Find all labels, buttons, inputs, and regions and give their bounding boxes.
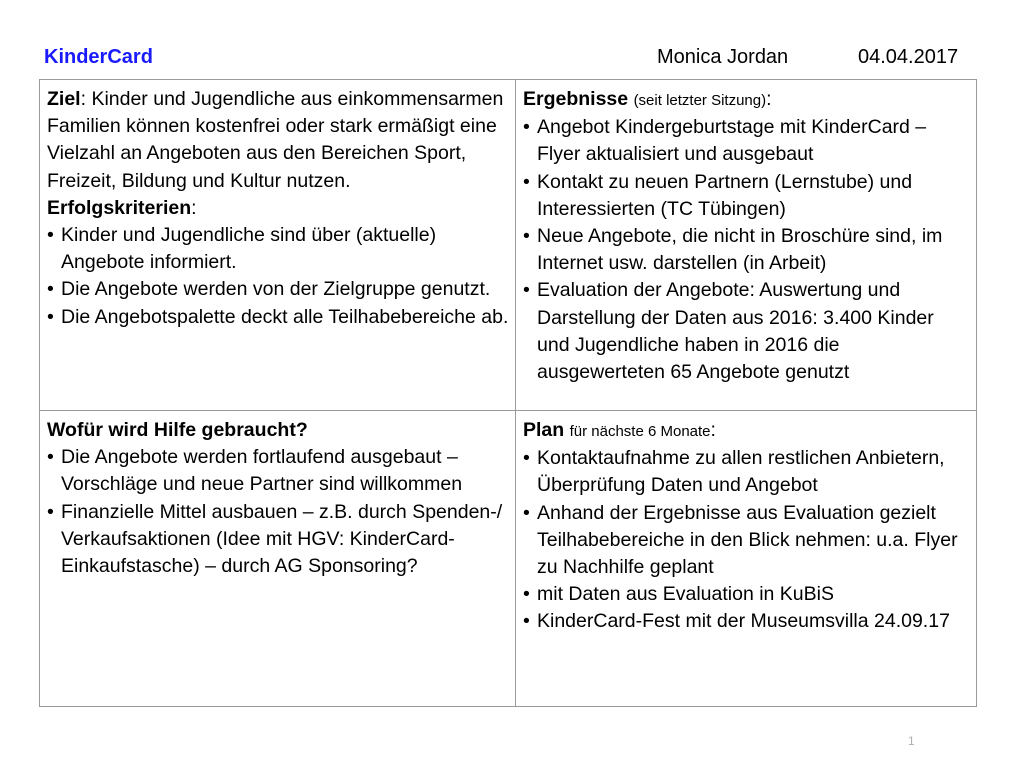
slide-header [0, 44, 1024, 76]
results-item: • Kontakt zu neuen Partnern (Lernstube) und Interessierten (TC Tübingen) [523, 169, 970, 223]
criteria-label: Erfolgskriterien [47, 196, 192, 219]
results-item: • Neue Angebote, die nicht in Broschüre sind, im Internet usw. darstellen (in Arbeit) [523, 223, 970, 277]
help-heading: Wofür wird Hilfe gebraucht? [47, 419, 308, 441]
help-item: • Finanzielle Mittel ausbauen – z.B. durch Spenden-/ Verkaufsaktionen (Idee mit HGV: KinderCard-Einkaufstasche) – durch AG Sponsoring? [47, 499, 509, 581]
results-note: (seit letzter Sitzung) [633, 92, 767, 109]
plan-item: • Kontaktaufnahme zu allen restlichen Anbietern, Überprüfung Daten und Angebot [523, 445, 970, 499]
cell-goal [40, 80, 516, 411]
results-heading: Ergebnisse (seit letzter Sitzung): [523, 88, 772, 110]
help-item: • Die Angebote werden fortlaufend ausgebaut – Vorschläge und neue Partner sind willkommen [47, 444, 509, 498]
author-name: Monica Jordan [657, 46, 789, 68]
cell-results [516, 80, 976, 411]
cell-plan [516, 411, 976, 706]
results-item: • Angebot Kindergeburtstage mit KinderCard – Flyer aktualisiert und ausgebaut [523, 114, 970, 168]
results-item: • Evaluation der Angebote: Auswertung und Darstellung der Daten aus 2016: 3.400 Kinder und Jugendliche haben in 2016 die ausgewerteten 65 Angebote genutzt [523, 277, 970, 386]
criteria-item: • Die Angebote werden von der Zielgruppe genutzt. [47, 276, 509, 303]
criteria-heading: Erfolgskriterien: [47, 196, 197, 219]
plan-item: • mit Daten aus Evaluation in KuBiS [523, 581, 970, 608]
goal-label: Ziel [47, 88, 81, 110]
plan-note: für nächste 6 Monate [569, 423, 711, 440]
criteria-item: • Die Angebotspalette deckt alle Teilhabebereiche ab. [47, 304, 509, 331]
cell-help-needed [40, 411, 516, 706]
criteria-item: • Kinder und Jugendliche sind über (aktuelle) Angebote informiert. [47, 222, 509, 276]
goal-paragraph: Ziel: Kinder und Jugendliche aus einkommensarmen Familien können kostenfrei oder stark ermäßigt eine Vielzahl an Angeboten aus den Bereichen Sport, Freizeit, Bildung und Kultur nutzen. [47, 88, 504, 192]
plan-label: Plan [523, 419, 565, 441]
plan-item: • KinderCard-Fest mit der Museumsvilla 24.09.17 [523, 608, 970, 635]
plan-heading: Plan für nächste 6 Monate: [523, 419, 716, 441]
results-label: Ergebnisse [523, 88, 629, 110]
page-number: 1 [908, 734, 915, 748]
plan-item: • Anhand der Ergebnisse aus Evaluation gezielt Teilhabebereiche in den Blick nehmen: u.a. Flyer zu Nachhilfe geplant [523, 500, 970, 582]
slide-title: KinderCard [44, 46, 153, 68]
goal-text: Kinder und Jugendliche aus einkommensarmen Familien können kostenfrei oder stark ermäßigt eine Vielzahl an Angeboten aus den Bereichen Sport, Freizeit, Bildung und Kultur nutzen. [47, 88, 504, 192]
slide-date: 04.04.2017 [858, 46, 959, 68]
content-grid [39, 79, 977, 707]
